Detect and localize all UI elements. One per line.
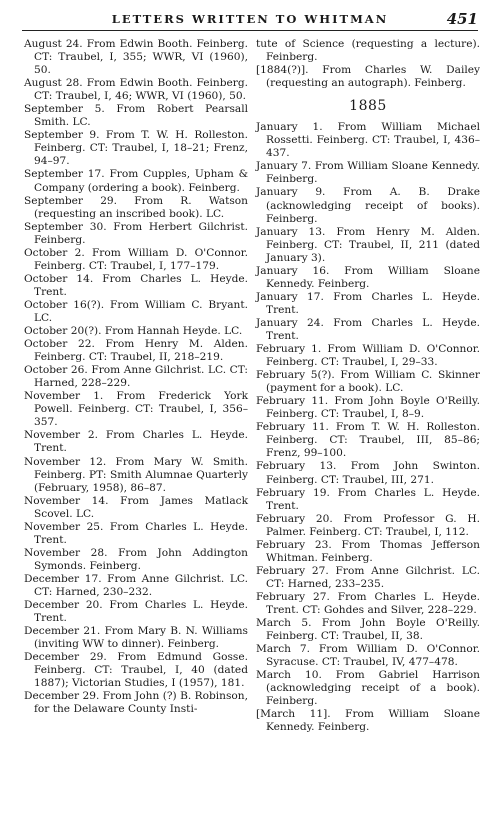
letter-entry: January 1. From William Michael Rossetti. Feinberg. CT: Traubel, I, 436–437. xyxy=(256,121,480,160)
letter-entry: January 17. From Charles L. Heyde. Trent. xyxy=(256,290,480,316)
letter-entry: December 29. From Edmund Gosse. Feinberg. CT: Traubel, I, 40 (dated 1887); Victorian Studies, I (1957), 181. xyxy=(24,651,248,690)
letter-entry: February 5(?). From William C. Skinner (payment for a book). LC. xyxy=(256,369,480,395)
letter-entry: October 14. From Charles L. Heyde. Trent. xyxy=(24,272,248,298)
letter-entry: January 13. From Henry M. Alden. Feinberg. CT: Traubel, II, 211 (dated January 3). xyxy=(256,225,480,264)
letter-entry: October 16(?). From William C. Bryant. LC. xyxy=(24,298,248,324)
letter-entry: March 10. From Gabriel Harrison (acknowledging receipt of a book). Feinberg. xyxy=(256,669,480,708)
letter-entry: January 9. From A. B. Drake (acknowledging receipt of books). Feinberg. xyxy=(256,186,480,225)
letter-entry: February 27. From Anne Gilchrist. LC. CT: Harned, 233–235. xyxy=(256,564,480,590)
letter-entry: November 28. From John Addington Symonds. Feinberg. xyxy=(24,546,248,572)
page-number: 451 xyxy=(446,10,478,28)
letter-entry: February 1. From William D. O'Connor. Feinberg. CT: Traubel, I, 29–33. xyxy=(256,343,480,369)
letter-entry: [1884(?)]. From Charles W. Dailey (requesting an autograph). Feinberg. xyxy=(256,64,480,90)
letter-entry: September 17. From Cupples, Upham & Company (ordering a book). Feinberg. xyxy=(24,168,248,194)
letter-entry: October 20(?). From Hannah Heyde. LC. xyxy=(24,325,243,338)
letter-entry: November 1. From Frederick York Powell. Feinberg. CT: Traubel, I, 356–357. xyxy=(24,390,248,429)
running-head-title: LETTERS WRITTEN TO WHITMAN xyxy=(111,12,389,26)
letter-entry: February 11. From John Boyle O'Reilly. Feinberg. CT: Traubel, I, 8–9. xyxy=(256,395,480,421)
letter-entry: February 23. From Thomas Jefferson Whitman. Feinberg. xyxy=(256,538,480,564)
letter-entry: September 5. From Robert Pearsall Smith. LC. xyxy=(24,103,248,129)
letter-entry: December 29. From John (?) B. Robinson, for the Delaware County Insti- xyxy=(24,690,248,716)
letter-entry: December 20. From Charles L. Heyde. Trent. xyxy=(24,599,248,625)
letter-entry: February 11. From T. W. H. Rolleston. Feinberg. CT: Traubel, III, 85–86; Frenz, 99–100. xyxy=(256,421,480,460)
letter-entry: September 30. From Herbert Gilchrist. Feinberg. xyxy=(24,220,248,246)
running-header xyxy=(22,10,478,32)
letter-entry: September 29. From R. Watson (requesting an inscribed book). LC. xyxy=(24,194,248,220)
letter-entry: December 21. From Mary B. N. Williams (inviting WW to dinner). Feinberg. xyxy=(24,625,248,651)
letter-entry: December 17. From Anne Gilchrist. LC. CT: Harned, 230–232. xyxy=(24,572,248,598)
letter-entry-continued: tute of Science (requesting a lecture). Feinberg. xyxy=(256,38,480,64)
letter-entry: November 25. From Charles L. Heyde. Trent. xyxy=(24,520,248,546)
letter-entry: February 27. From Charles L. Heyde. Trent. CT: Gohdes and Silver, 228–229. xyxy=(256,590,480,616)
right-column xyxy=(256,38,480,734)
letter-entry: October 2. From William D. O'Connor. Feinberg. CT: Traubel, I, 177–179. xyxy=(24,246,248,272)
letter-entry: January 16. From William Sloane Kennedy. Feinberg. xyxy=(256,264,480,290)
letter-entry: February 13. From John Swinton. Feinberg. CT: Traubel, III, 271. xyxy=(256,460,480,486)
letter-entry: October 26. From Anne Gilchrist. LC. CT: Harned, 228–229. xyxy=(24,364,248,390)
letter-entry: November 14. From James Matlack Scovel. LC. xyxy=(24,494,248,520)
letter-entry: February 20. From Professor G. H. Palmer. Feinberg. CT: Traubel, I, 112. xyxy=(256,512,480,538)
letter-entry: November 12. From Mary W. Smith. Feinberg. PT: Smith Alumnae Quarterly (February, 1958), 86–87. xyxy=(24,455,248,494)
letter-entry: October 22. From Henry M. Alden. Feinberg. CT: Traubel, II, 218–219. xyxy=(24,338,248,364)
letter-entry: January 24. From Charles L. Heyde. Trent. xyxy=(256,316,480,342)
letter-entry: March 7. From William D. O'Connor. Syracuse. CT: Traubel, IV, 477–478. xyxy=(256,643,480,669)
letter-entry: August 28. From Edwin Booth. Feinberg. CT: Traubel, I, 46; WWR, VI (1960), 50. xyxy=(24,77,248,103)
letter-entry: [March 11]. From William Sloane Kennedy. Feinberg. xyxy=(256,708,480,734)
letter-entry: January 7. From William Sloane Kennedy. Feinberg. xyxy=(256,160,480,186)
letter-entry: November 2. From Charles L. Heyde. Trent. xyxy=(24,429,248,455)
letter-entry: February 19. From Charles L. Heyde. Trent. xyxy=(256,486,480,512)
letter-entry: August 24. From Edwin Booth. Feinberg. CT: Traubel, I, 355; WWR, VI (1960), 50. xyxy=(24,38,248,77)
year-heading: 1885 xyxy=(349,98,387,115)
letter-entry: March 5. From John Boyle O'Reilly. Feinberg. CT: Traubel, II, 38. xyxy=(256,617,480,643)
header-rule xyxy=(22,30,478,31)
letter-entry: September 9. From T. W. H. Rolleston. Feinberg. CT: Traubel, I, 18–21; Frenz, 94–97. xyxy=(24,129,248,168)
left-column xyxy=(24,38,248,716)
